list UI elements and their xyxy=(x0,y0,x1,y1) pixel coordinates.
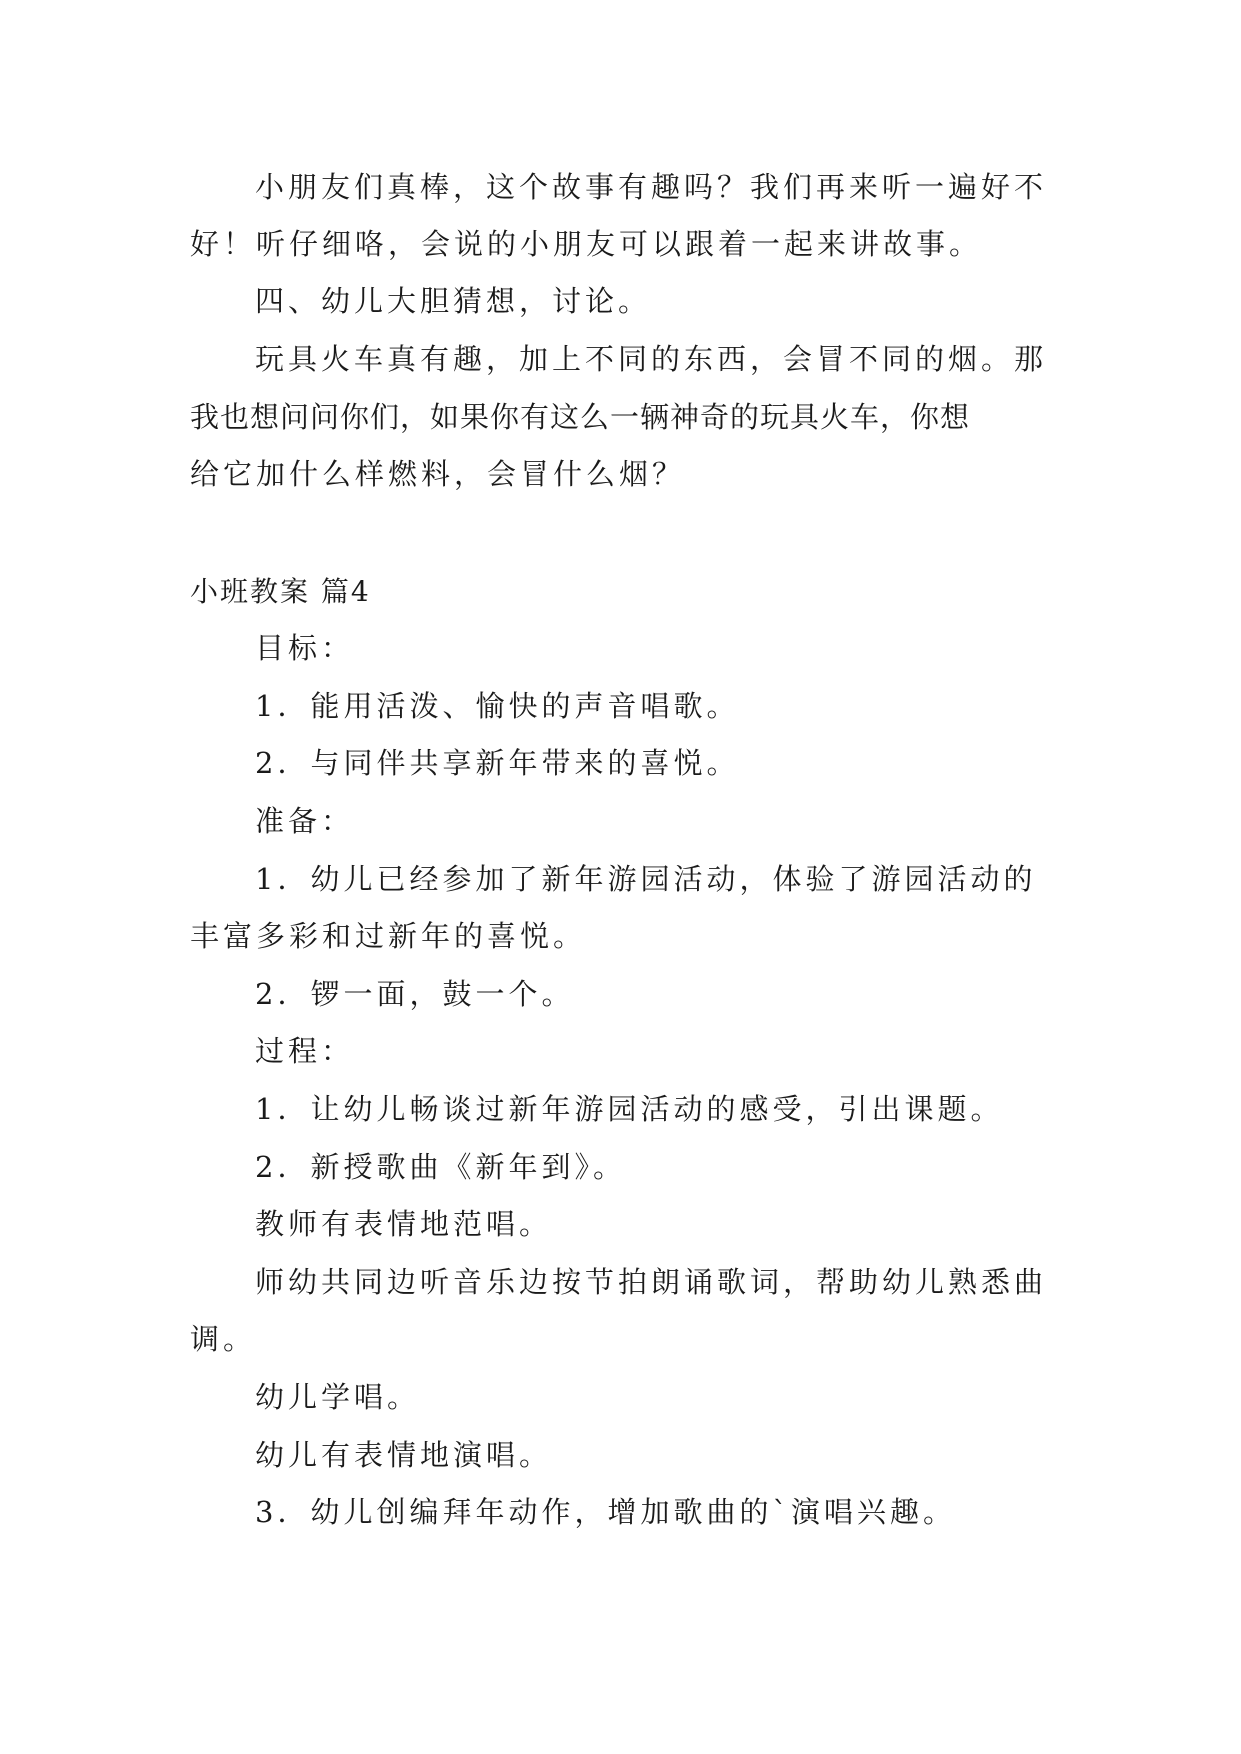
paragraph-line: 给它加什么样燃料，会冒什么烟？ xyxy=(190,457,686,491)
paragraph-line: 小朋友们真棒，这个故事有趣吗？我们再来听一遍好不 xyxy=(255,170,1048,204)
process-item: 3．幼儿创编拜年动作，增加歌曲的`演唱兴趣。 xyxy=(255,1495,956,1529)
label-preparation: 准备： xyxy=(255,804,355,838)
goal-item: 2．与同伴共享新年带来的喜悦。 xyxy=(255,746,740,780)
preparation-item: 1．幼儿已经参加了新年游园活动，体验了游园活动的 xyxy=(255,862,1037,896)
process-step: 教师有表情地范唱。 xyxy=(255,1207,553,1241)
goal-item: 1．能用活泼、愉快的声音唱歌。 xyxy=(255,689,740,723)
process-item: 2．新授歌曲《新年到》。 xyxy=(255,1150,626,1184)
process-step-continued: 调。 xyxy=(190,1322,257,1356)
process-item: 1．让幼儿畅谈过新年游园活动的感受，引出课题。 xyxy=(255,1092,1004,1126)
lesson-title: 小班教案 篇4 xyxy=(190,575,371,608)
preparation-item: 2．锣一面，鼓一个。 xyxy=(255,977,575,1011)
section-heading: 四、幼儿大胆猜想，讨论。 xyxy=(255,284,652,318)
label-goals: 目标： xyxy=(255,631,355,665)
preparation-item-continued: 丰富多彩和过新年的喜悦。 xyxy=(190,919,587,953)
process-step: 幼儿学唱。 xyxy=(255,1380,421,1414)
process-step: 幼儿有表情地演唱。 xyxy=(255,1438,553,1472)
label-process: 过程： xyxy=(255,1034,355,1068)
paragraph-line: 我也想问问你们，如果你有这么一辆神奇的玩具火车，你想 xyxy=(190,400,971,434)
paragraph-line: 玩具火车真有趣，加上不同的东西，会冒不同的烟。那 xyxy=(255,342,1048,376)
paragraph-line: 好！听仔细咯，会说的小朋友可以跟着一起来讲故事。 xyxy=(190,227,983,261)
process-step: 师幼共同边听音乐边按节拍朗诵歌词，帮助幼儿熟悉曲 xyxy=(255,1265,1048,1299)
